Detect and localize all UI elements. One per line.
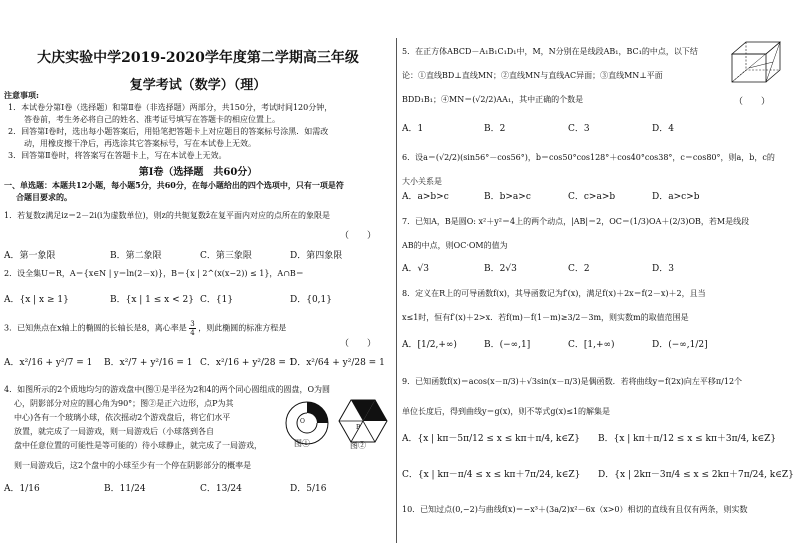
frac-den: 4 xyxy=(190,329,195,337)
note-line: 3．回答第Ⅱ卷时，将答案写在答题卡上，写在本试卷上无效。 xyxy=(8,151,227,160)
section-instruction: 合题目要求的。 xyxy=(16,192,72,202)
q8-option-a: A．[1/2,+∞) xyxy=(402,340,457,350)
exam-title: 复学考试（数学）（理） xyxy=(129,78,267,93)
q5-line: 论：①直线BD⊥直线MN；②直线MN与直线AC异面；③直线MN⊥平面 xyxy=(402,71,663,80)
q4-line: 放置，就完成了一局游戏，则一局游戏后（小球落到各自 xyxy=(14,427,214,436)
q4-line: 4．如图所示的2个质地均匀的游戏盘中(图①是半径为2和4的两个同心圆组成的圆盘，O为圆 xyxy=(4,385,331,394)
q2-option-b: B．{x | 1 ≤ x < 2} xyxy=(110,295,194,305)
q7-option-a: A．√3 xyxy=(402,264,429,274)
q4-line: 盘中任意位置的可能性是等可能的）待小球静止，就完成了一局游戏， xyxy=(14,441,262,450)
q3-option-d: D．x²/64 + y²/28 = 1 xyxy=(290,358,385,368)
q5-line: BDD₁B₁；④MN＝(√2/2)AA₁，其中正确的个数是 xyxy=(402,95,584,104)
question-1-stem: 1．若复数z满足iz＝2－2i(i为虚数单位)，则z的共轭复数z̄在复平面内对应的点所在的象限是 xyxy=(4,211,331,220)
column-divider xyxy=(396,38,397,543)
left-column xyxy=(0,0,396,560)
figure-2-label: 图② xyxy=(350,441,366,450)
q7-option-c: C．2 xyxy=(568,264,590,274)
q9-option-b: B．{x | kπ＋π/12 ≤ x ≤ kπ＋3π/4, k∈Z} xyxy=(598,434,777,444)
figure-2-hexagon xyxy=(336,396,390,446)
q7-line: 7．已知A，B是圆O: x²＋y²＝4上的两个动点，|AB|＝2，OC＝(1/3)OA＋(2/3)OB，若M是线段 xyxy=(402,217,750,226)
note-line: 2．回答第Ⅰ卷时，选出每小题答案后，用铅笔把答题卡上对应题目的答案标号涂黑．如需改 xyxy=(8,127,329,136)
question-3-stem xyxy=(4,320,286,337)
frac-num: 3 xyxy=(190,320,195,328)
q2-option-a: A．{x | x ≥ 1} xyxy=(4,295,69,305)
figure-1-label: 图① xyxy=(294,439,310,448)
q3-option-a: A．x²/16 + y²/7 = 1 xyxy=(4,358,93,368)
q6-option-c: C．c>a>b xyxy=(568,192,616,202)
q4-option-d: D．5/16 xyxy=(290,484,327,494)
q8-line: 8．定义在R上的可导函数f(x)，其导函数记为f′(x)，满足f(x)＋2x＝f(2－x)＋2，且当 xyxy=(402,289,706,298)
q6-option-b: B．b>a>c xyxy=(484,192,531,202)
q7-line: AB的中点，则OC·OM的值为 xyxy=(402,241,508,250)
q4-option-b: B．11/24 xyxy=(104,484,146,494)
q6-option-d: D．a>c>b xyxy=(652,192,700,202)
school-title: 大庆实验中学2019-2020学年度第二学期高三年级 xyxy=(37,50,359,66)
q9-option-d: D．{x | 2kπ－3π/4 ≤ x ≤ 2kπ＋7π/24, k∈Z} xyxy=(598,470,794,480)
q9-line: 9．已知函数f(x)＝acos(x－π/3)＋√3sin(x－π/3)是偶函数．若将曲线y＝f(2x)向左平移π/12个 xyxy=(402,377,743,386)
eccentricity-fraction xyxy=(189,320,195,337)
note-line: 1．本试卷分第Ⅰ卷（选择题）和第Ⅱ卷（非选择题）两部分，共150分，考试时间120分钟， xyxy=(8,103,333,112)
q5-option-b: B．2 xyxy=(484,124,506,134)
q4-line: 中心)各有一个玻璃小球，依次摇动2个游戏盘后，将它们水平 xyxy=(14,413,231,422)
q2-option-c: C．{1} xyxy=(200,295,234,305)
q5-option-d: D．4 xyxy=(652,124,674,134)
q4-line: 心，阴影部分对应的圆心角为90°；图②是正六边形，点P为其 xyxy=(14,399,234,408)
q5-option-a: A．1 xyxy=(402,124,424,134)
q8-option-c: C．[1,+∞) xyxy=(568,340,615,350)
answer-paren: （ ） xyxy=(734,97,771,107)
q3-stem-b: ，则此椭圆的标准方程是 xyxy=(198,323,287,333)
point-p-label: P xyxy=(356,424,361,431)
q4-option-c: C．13/24 xyxy=(200,484,242,494)
q8-option-d: D．(−∞,1/2] xyxy=(652,340,708,350)
q7-option-d: D．3 xyxy=(652,264,674,274)
answer-paren: （ ） xyxy=(340,339,377,349)
cube-figure xyxy=(726,38,786,86)
point-o-label: O xyxy=(300,418,305,425)
note-line: 答卷前，考生务必将自己的姓名、准考证号填写在答题卡的相应位置上。 xyxy=(24,115,280,124)
q1-option-c: C．第三象限 xyxy=(200,251,252,261)
q1-option-b: B．第二象限 xyxy=(110,251,162,261)
q1-option-d: D．第四象限 xyxy=(290,251,343,261)
q3-option-c: C．x²/16 + y²/28 = 1 xyxy=(200,358,295,368)
question-2-stem: 2．设全集U＝R，A＝{x∈N | y＝ln(2－x)}，B＝{x | 2^(x(x−2)) ≤ 1}，A∩B＝ xyxy=(4,269,304,278)
right-column xyxy=(398,0,794,560)
section-instruction: 一、单选题：本题共12小题，每小题5分，共60分，在每小题给出的四个选项中，只有一项是符 xyxy=(4,180,344,190)
note-line: 动，用橡皮擦干净后，再选涂其它答案标号，写在本试卷上无效。 xyxy=(24,139,256,148)
q4-line: 则一局游戏后，这2个盘中的小球至少有一个停在阴影部分的概率是 xyxy=(14,461,252,470)
section-title: 第Ⅰ卷（选择题 共60分） xyxy=(138,167,258,178)
q8-line: x≤1时，恒有f′(x)＋2>x．若f(m)－f(1－m)≥3/2－3m，则实数m的取值范围是 xyxy=(402,313,689,322)
q9-line: 单位长度后，得到曲线y＝g(x)，则不等式g(x)≤1的解集是 xyxy=(402,407,611,416)
q5-line: 5．在正方体ABCD－A₁B₁C₁D₁中，M，N分别在是线段AB₁，BC₁的中点，以下结 xyxy=(402,47,698,56)
q10-line: 10．已知过点(0,−2)与曲线f(x)＝−x³＋(3a/2)x²－6x（x>0）相切的直线有且仅有两条，则实数 xyxy=(402,505,748,514)
q1-option-a: A．第一象限 xyxy=(4,251,56,261)
q9-option-a: A．{x | kπ－5π/12 ≤ x ≤ kπ＋π/4, k∈Z} xyxy=(402,434,581,444)
q6-line: 6．设a＝(√2/2)(sin56°－cos56°)，b＝cos50°cos128°＋cos40°cos38°，c＝cos80°，则a，b，c的 xyxy=(402,153,775,162)
q4-option-a: A．1/16 xyxy=(4,484,40,494)
q3-stem-a: 3．已知焦点在x轴上的椭圆的长轴长是8，离心率是 xyxy=(4,323,187,333)
q9-option-c: C．{x | kπ－π/4 ≤ x ≤ kπ＋7π/24, k∈Z} xyxy=(402,470,581,480)
q8-option-b: B．(−∞,1] xyxy=(484,340,531,350)
q6-line: 大小关系是 xyxy=(402,177,442,186)
answer-paren: （ ） xyxy=(340,231,377,241)
q7-option-b: B．2√3 xyxy=(484,264,517,274)
q5-option-c: C．3 xyxy=(568,124,590,134)
notes-heading: 注意事项: xyxy=(4,90,39,100)
q2-option-d: D．{0,1} xyxy=(290,295,332,305)
q3-option-b: B．x²/7 + y²/16 = 1 xyxy=(104,358,193,368)
q6-option-a: A．a>b>c xyxy=(402,192,449,202)
